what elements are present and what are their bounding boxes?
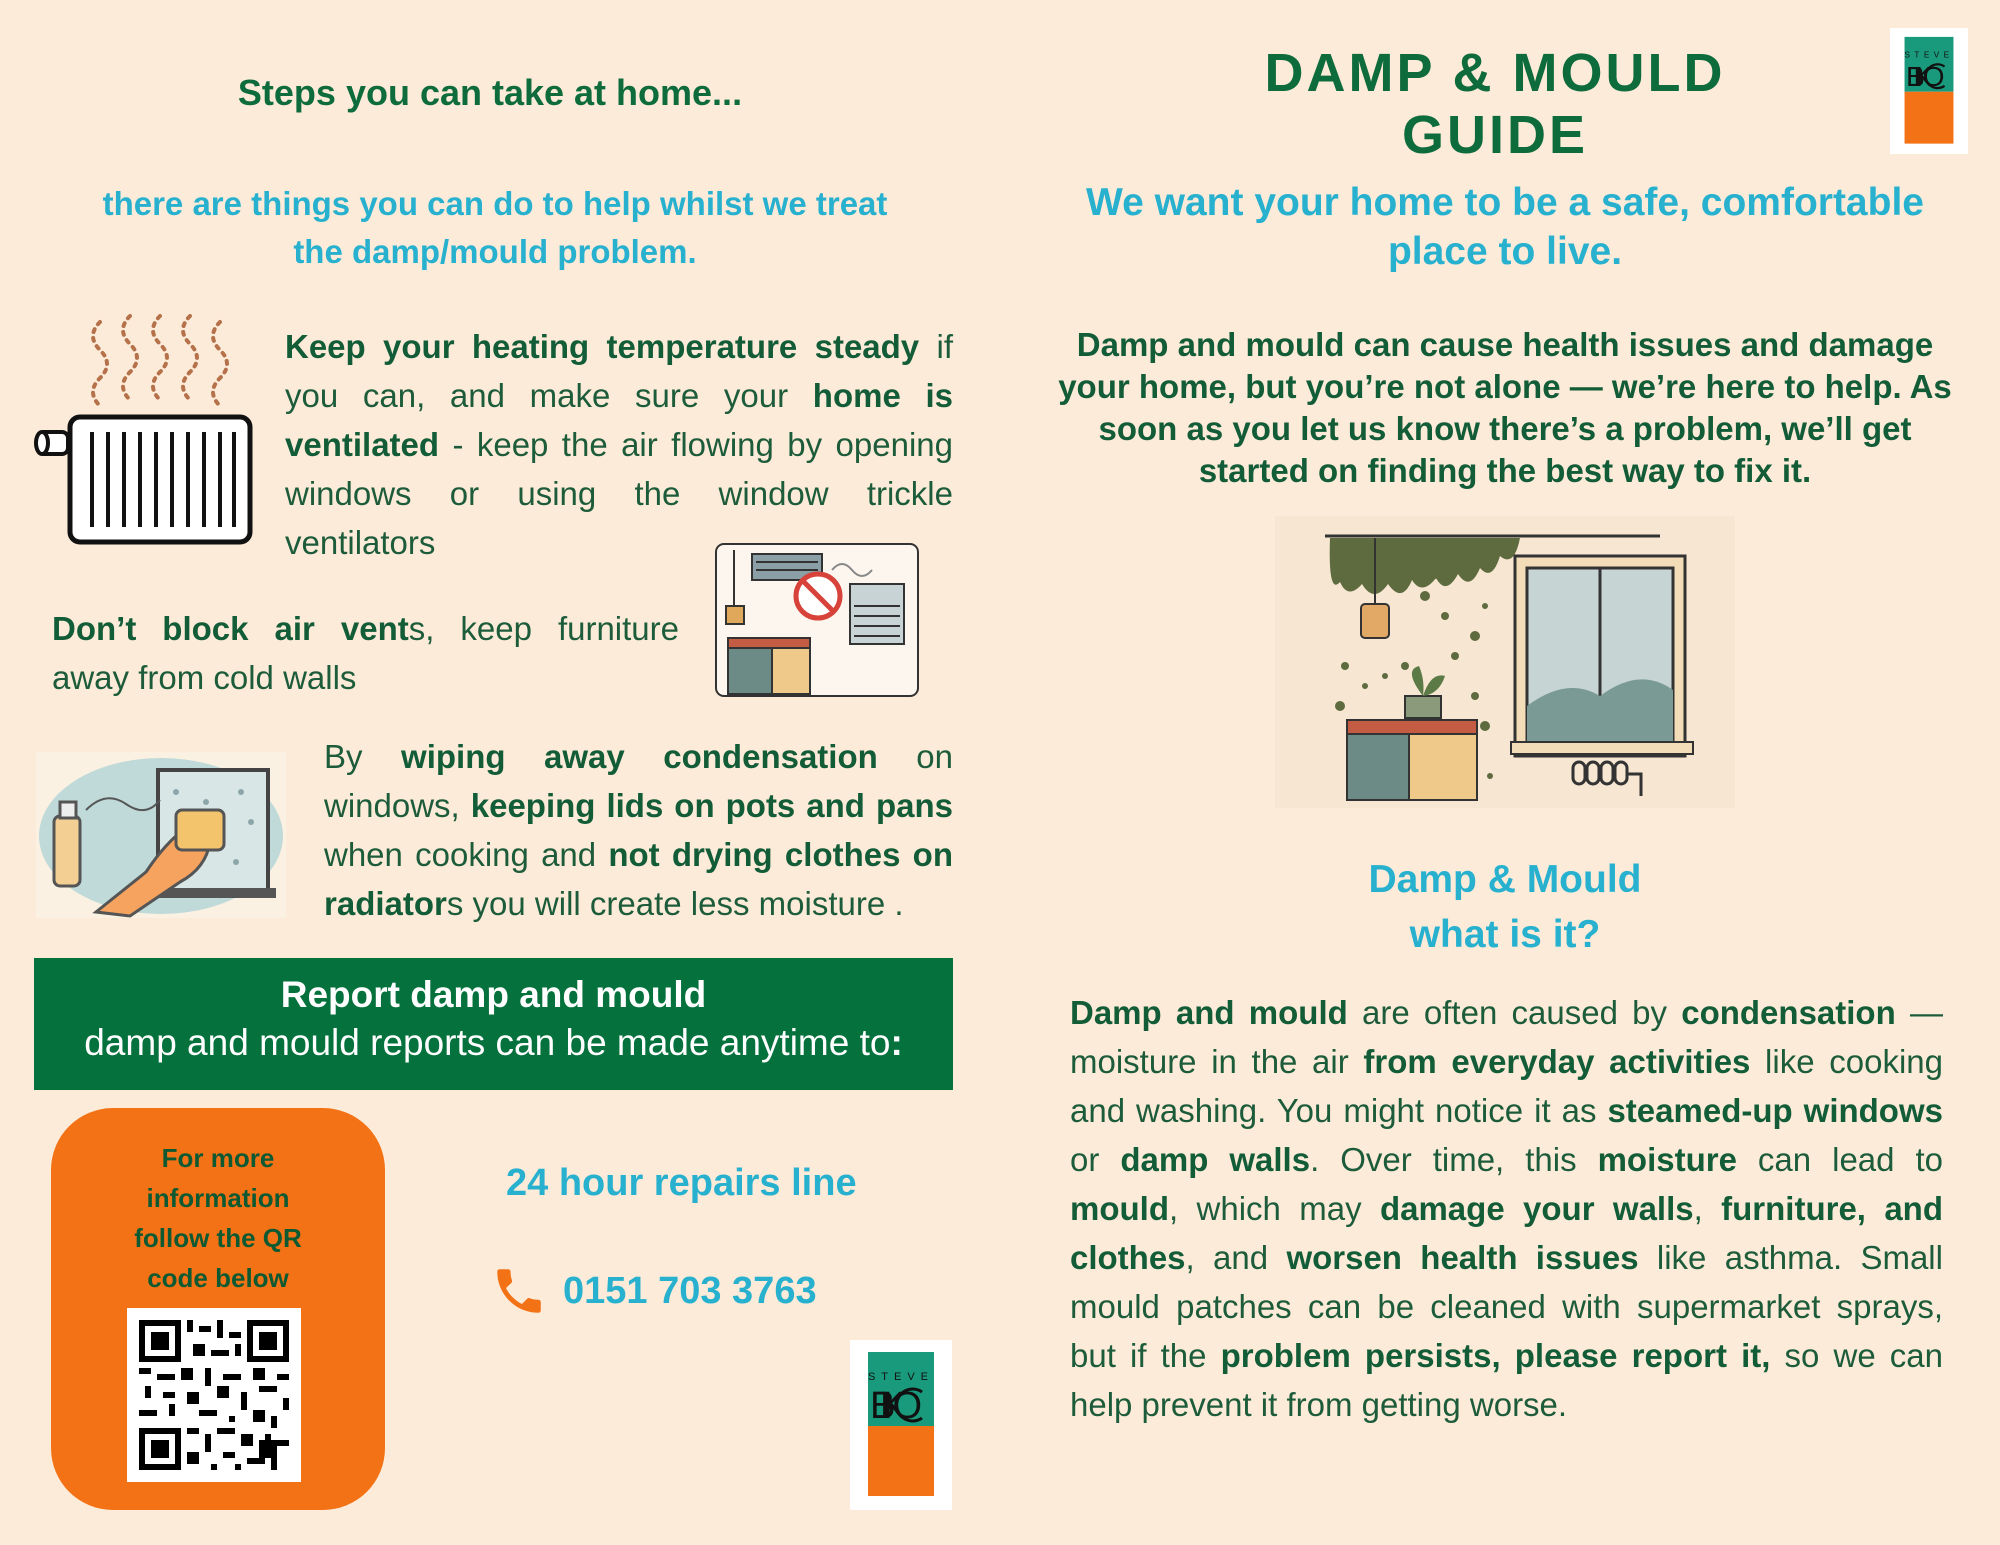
tip-condensation: By wiping away condensation on windows, keeping lids on pots and pans when cooking and not drying clothes on radiators you will create less moisture . xyxy=(324,738,954,922)
logo-letters: STEVE xyxy=(1904,50,1954,60)
what-is-it-line1: Damp & Mould xyxy=(1368,858,1642,901)
logo-name: BIKO xyxy=(870,1385,922,1427)
qr-info-box xyxy=(51,1108,385,1510)
guide-title: DAMP & MOULD GUIDE xyxy=(1264,43,1726,165)
guide-subtitle: We want your home to be a safe, comfortable place to live. xyxy=(1086,181,1924,273)
phone-icon xyxy=(490,1262,548,1320)
radiator-icon xyxy=(30,312,260,552)
mould-room-illustration xyxy=(1275,516,1735,808)
logo-name: BIKO xyxy=(1906,60,1945,92)
guide-intro: Damp and mould can cause health issues and damage your home, but you’re not alone — we’re here to help. As soon as you let us know there’s a problem, we’ll get started on finding the best way to fix it. xyxy=(1058,326,1952,489)
report-banner-subtitle: damp and mould reports can be made anytime to: xyxy=(84,1022,903,1063)
tip-heating-ventilation: Keep your heating temperature steady if you can, and make sure your home is ventilated - keep the air flowing by opening windows or using the window trickle ventilators xyxy=(285,328,954,561)
steve-biko-logo xyxy=(850,1340,952,1510)
logo-letters: STEVE xyxy=(867,1371,935,1383)
section-title: Steps you can take at home... xyxy=(237,72,743,113)
qr-code[interactable] xyxy=(127,1308,301,1482)
repairs-line-label: 24 hour repairs line xyxy=(506,1162,857,1204)
qr-info-text: For more information follow the QR code below xyxy=(134,1143,302,1293)
what-is-it-line2: what is it? xyxy=(1409,913,1601,956)
wiping-window-illustration xyxy=(36,752,286,918)
intro-text: there are things you can do to help whilst we treat the damp/mould problem. xyxy=(102,185,888,270)
blocked-vent-illustration xyxy=(712,540,922,700)
tip-air-vents: Don’t block air vents, keep furniture away from cold walls xyxy=(52,610,680,696)
phone-number[interactable]: 0151 703 3763 xyxy=(563,1270,817,1312)
report-banner xyxy=(34,958,953,1090)
steve-biko-logo-top xyxy=(1890,28,1968,154)
damp-explanation: Damp and mould are often caused by condensation — moisture in the air from everyday activities like cooking and washing. You might notice it as steamed-up windows or damp walls. Over time, this moisture can lead to mould, which may damage your walls, furniture, and clothes, and worsen health issues like asthma. Small mould patches can be cleaned with supermarket sprays, but if the problem persists, please report it, so we can help prevent it from getting worse. xyxy=(1070,994,1944,1423)
report-banner-title: Report damp and mould xyxy=(280,974,707,1015)
what-is-it-heading xyxy=(1150,852,1860,962)
